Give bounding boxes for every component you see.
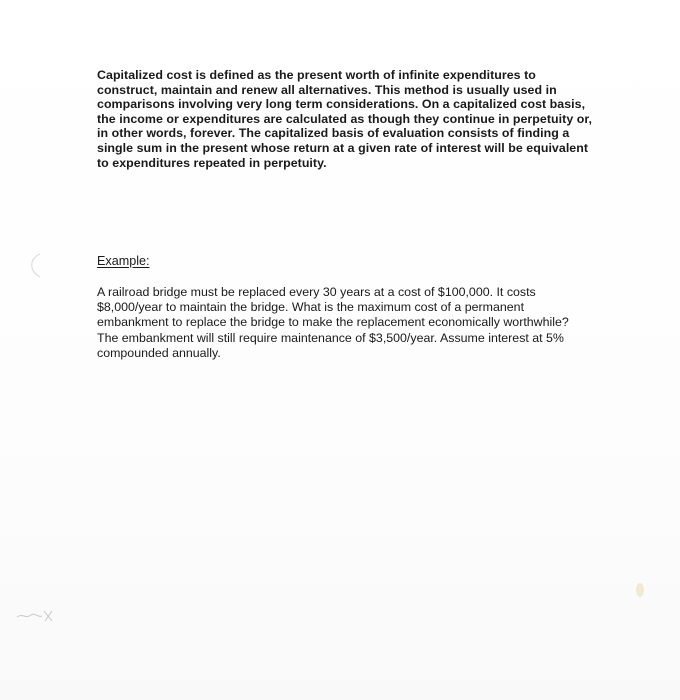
scan-artifact-arc [14,250,44,280]
scan-smudge-mark [630,578,650,602]
intro-paragraph: Capitalized cost is defined as the present worth of infinite expenditures to construct, maintain and renew all alternatives. This method is usually used in comparisons involving very long term considerations. On a capitalized cost basis, the income or expenditures are calculated as though they continue in perpetuity or, in other words, forever. The capitalized basis of evaluation consists of finding a single sum in the present whose return at a given rate of interest will be equivalent to expenditures repeated in perpetuity. [97,68,593,170]
example-heading: Example: [97,254,150,268]
pencil-scribble-mark [14,603,64,627]
example-problem-text: A railroad bridge must be replaced every 30 years at a cost of $100,000. It costs $8,000/year to maintain the bridge. What is the maximum cost of a permanent embankment to replace the bridge to make the replacement economically worthwhile? The embankment will still require maintenance of $3,500/year. Assume interest at 5% compounded annually. [97,285,569,360]
